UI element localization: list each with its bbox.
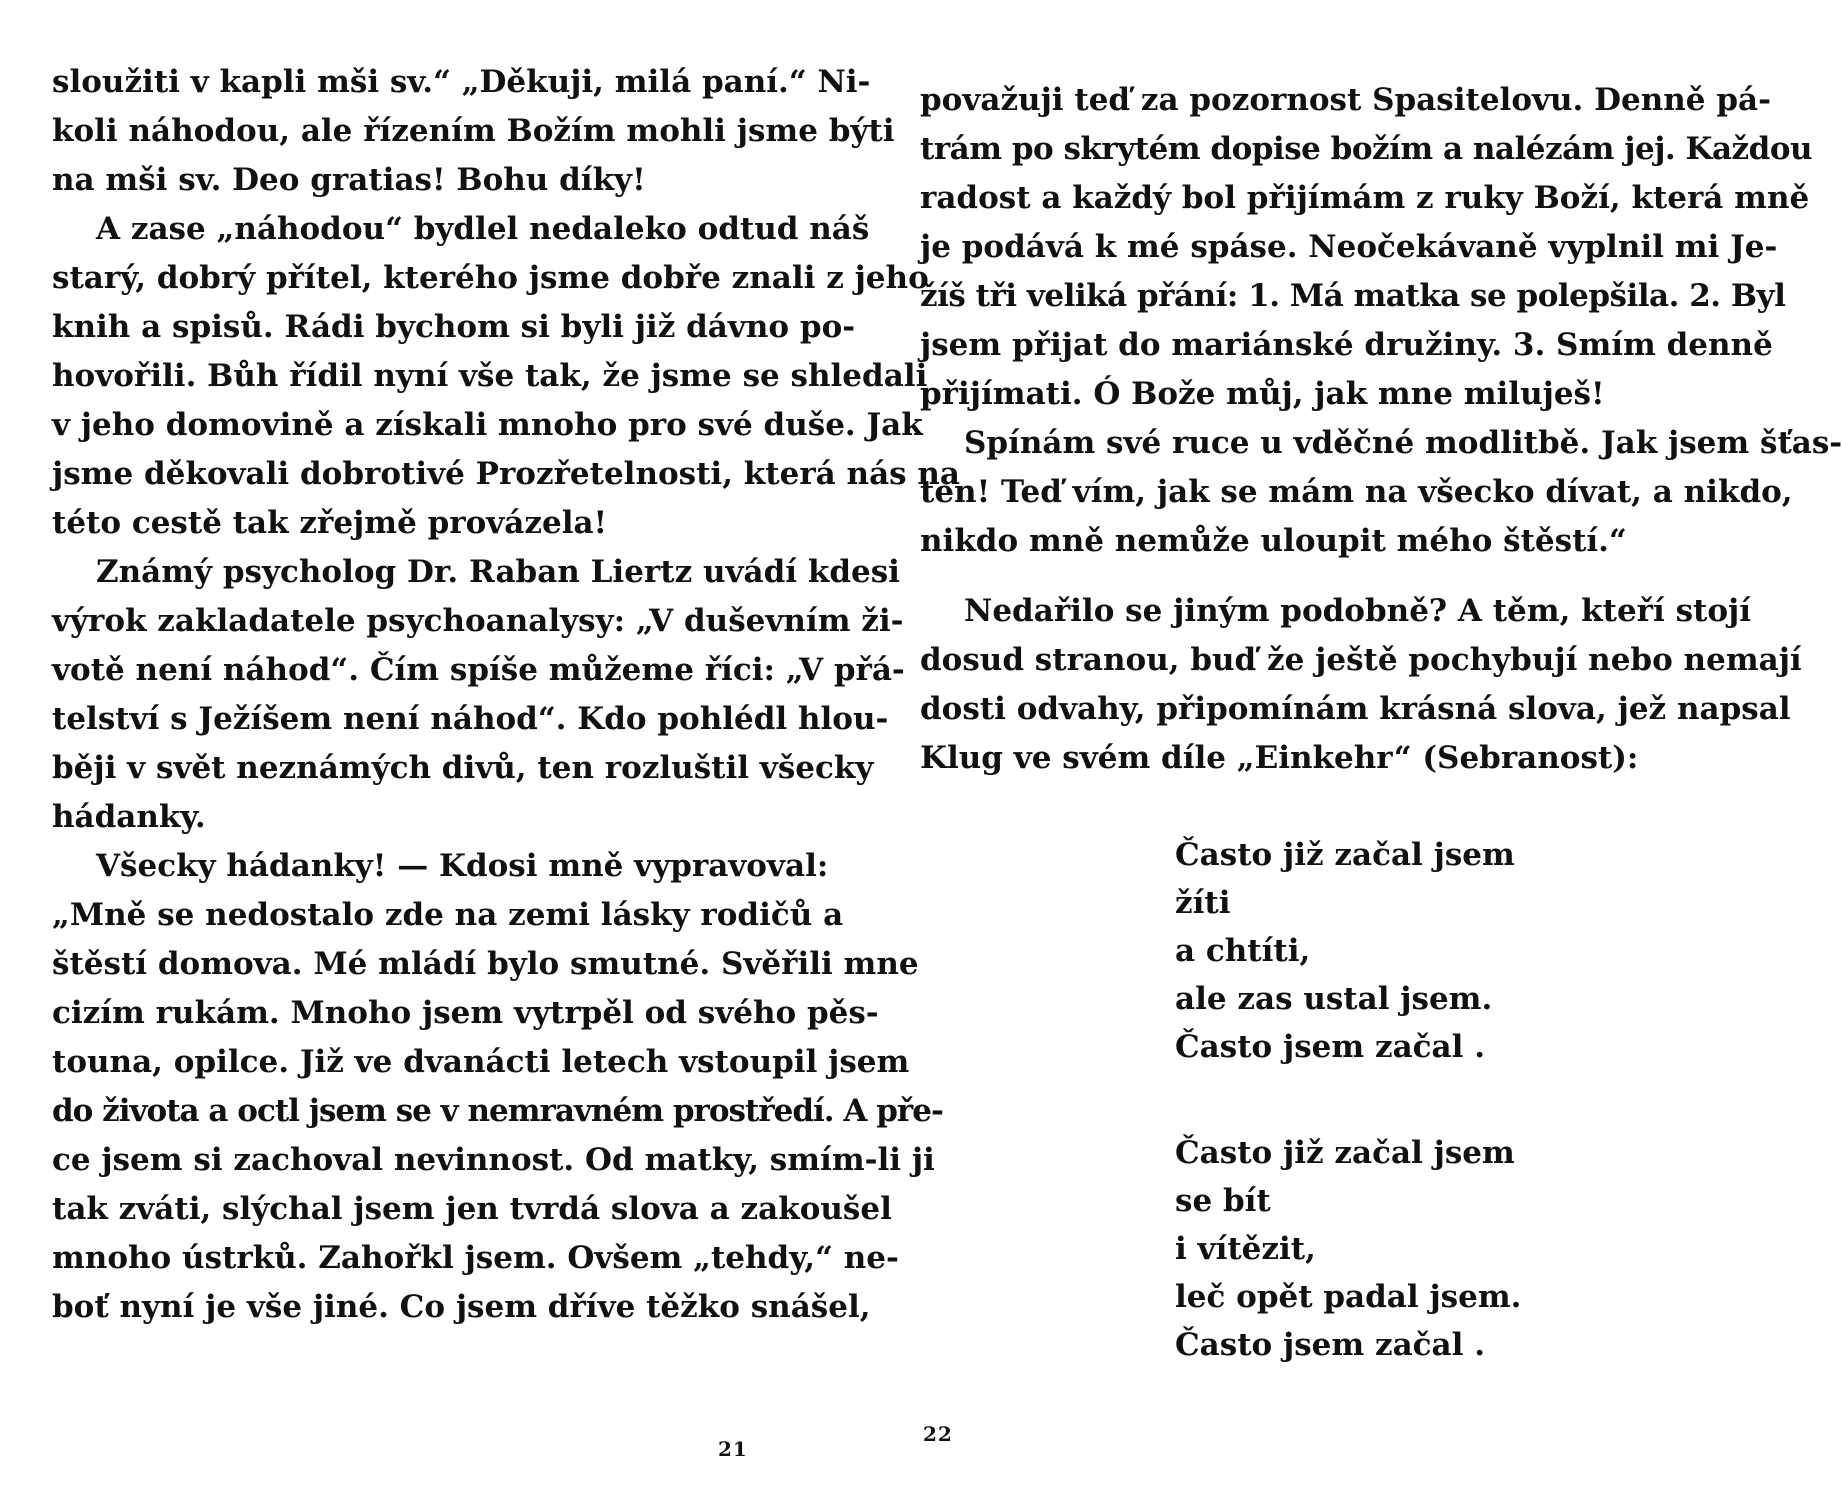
text-line: ten! Teď vím, jak se mám na všecko dívat, a nikdo, [920, 474, 1793, 510]
text-line: hádanky. [52, 799, 206, 835]
poem-line: Často jsem začal . [1175, 1327, 1485, 1363]
text-line: A zase „náhodou“ bydlel nedaleko odtud náš [96, 211, 870, 247]
text-line: výrok zakladatele psychoanalysy: „V duševním ži- [52, 603, 904, 639]
text-line: dosud stranou, buď že ještě pochybují nebo nemají [920, 642, 1802, 678]
text-line: Známý psycholog Dr. Raban Liertz uvádí kdesi [96, 554, 900, 590]
text-line: v jeho domovině a získali mnoho pro své duše. Jak [52, 407, 923, 443]
text-line: nikdo mně nemůže uloupit mého štěstí.“ [920, 523, 1627, 559]
text-line: této cestě tak zřejmě provázela! [52, 505, 608, 541]
poem-line: se bít [1175, 1183, 1271, 1219]
text-line: do života a octl jsem se v nemravném prostředí. A pře- [52, 1093, 943, 1129]
page-number: 21 [718, 1437, 748, 1461]
poem-line: leč opět padal jsem. [1175, 1279, 1522, 1315]
text-line: votě není náhod“. Čím spíše můžeme říci: „V přá- [52, 652, 905, 688]
text-line: sloužiti v kapli mši sv.“ „Děkuji, milá paní.“ Ni- [52, 64, 871, 100]
poem-line: Často jsem začal . [1175, 1029, 1485, 1065]
text-line: Nedařilo se jiným podobně? A těm, kteří stojí [964, 593, 1752, 629]
text-line: tak zváti, slýchal jsem jen tvrdá slova a zakoušel [52, 1191, 892, 1227]
poem-line: ale zas ustal jsem. [1175, 981, 1493, 1017]
text-line: jsme děkovali dobrotivé Prozřetelnosti, která nás na [52, 456, 961, 492]
text-line: štěstí domova. Mé mládí bylo smutné. Svěřili mne [52, 946, 919, 982]
text-line: touna, opilce. Již ve dvanácti letech vstoupil jsem [52, 1044, 910, 1080]
poem-line: žíti [1175, 885, 1231, 921]
text-line: boť nyní je vše jiné. Co jsem dříve těžko snášel, [52, 1289, 871, 1325]
text-line: ce jsem si zachoval nevinnost. Od matky, smím-li ji [52, 1142, 935, 1178]
page-number: 22 [923, 1422, 953, 1446]
text-line: hovořili. Bůh řídil nyní vše tak, že jsme se shledali [52, 358, 928, 394]
text-line: koli náhodou, ale řízením Božím mohli jsme býti [52, 113, 895, 149]
text-line: považuji teď za pozornost Spasitelovu. Denně pá- [920, 82, 1771, 118]
poem-line: Často již začal jsem [1175, 1135, 1515, 1171]
text-line: Spínám své ruce u vděčné modlitbě. Jak jsem šťas- [964, 425, 1842, 461]
text-line: knih a spisů. Rádi bychom si byli již dávno po- [52, 309, 856, 345]
text-line: jsem přijat do mariánské družiny. 3. Smím denně [920, 327, 1773, 363]
text-line: běji v svět neznámých divů, ten rozluštil všecky [52, 750, 874, 786]
text-line: radost a každý bol přijímám z ruky Boží, která mně [920, 180, 1810, 216]
text-line: trám po skrytém dopise božím a nalézám jej. Každou [920, 131, 1813, 167]
text-line: je podává k mé spáse. Neočekávaně vyplnil mi Je- [920, 229, 1778, 265]
text-line: Klug ve svém díle „Einkehr“ (Sebranost): [920, 740, 1639, 776]
text-line: cizím rukám. Mnoho jsem vytrpěl od svého pěs- [52, 995, 879, 1031]
text-line: mnoho ústrků. Zahořkl jsem. Ovšem „tehdy,“ ne- [52, 1240, 899, 1276]
poem-line: a chtíti, [1175, 933, 1311, 969]
text-line: přijímati. Ó Bože můj, jak mne miluješ! [920, 376, 1605, 412]
text-line: dosti odvahy, připomínám krásná slova, jež napsal [920, 691, 1791, 727]
text-line: na mši sv. Deo gratias! Bohu díky! [52, 162, 646, 198]
text-line: starý, dobrý přítel, kterého jsme dobře znali z jeho [52, 260, 929, 296]
text-line: Všecky hádanky! — Kdosi mně vypravoval: [96, 848, 829, 884]
text-line: žíš tři veliká přání: 1. Má matka se polepšila. 2. Byl [920, 278, 1786, 314]
poem-line: i vítězit, [1175, 1231, 1316, 1267]
text-line: „Mně se nedostalo zde na zemi lásky rodičů a [52, 897, 844, 933]
right-page [865, 0, 1842, 1500]
text-line: telství s Ježíšem není náhod“. Kdo pohlédl hlou- [52, 701, 889, 737]
poem-line: Často již začal jsem [1175, 837, 1515, 873]
